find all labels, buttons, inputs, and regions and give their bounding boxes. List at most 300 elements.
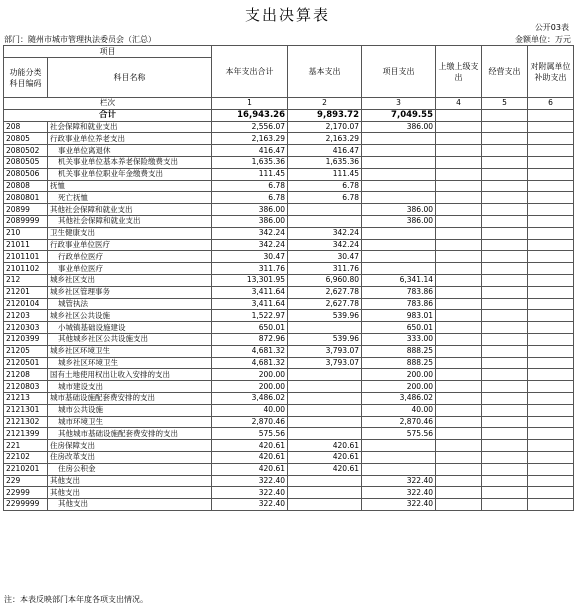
row-name: 城市环境卫生 [48,416,212,428]
row-total: 1,635.36 [212,156,288,168]
row-name: 卫生健康支出 [48,227,212,239]
empty-cell [528,416,574,428]
row-total: 3,411.64 [212,298,288,310]
empty-cell [436,133,482,145]
row-project [362,263,436,275]
empty-cell [482,192,528,204]
empty-cell [528,428,574,440]
row-name: 机关事业单位基本养老保险缴费支出 [48,156,212,168]
table-row [4,204,574,216]
table-row [4,333,574,345]
table-row [4,298,574,310]
table-row [4,381,574,393]
empty-cell [482,345,528,357]
empty-cell [482,440,528,452]
row-total: 650.01 [212,322,288,334]
row-name: 机关事业单位职业年金缴费支出 [48,168,212,180]
row-total: 6.78 [212,192,288,204]
table-row [4,369,574,381]
empty-cell [482,499,528,511]
empty-cell [482,392,528,404]
row-total: 6.78 [212,180,288,192]
row-code: 210 [4,227,48,239]
row-total: 872.96 [212,333,288,345]
total-label: 合计 [4,109,212,121]
row-code: 2210201 [4,463,48,475]
empty-cell [482,133,528,145]
table-row [4,227,574,239]
empty-cell [528,463,574,475]
empty-cell [482,333,528,345]
row-code: 2120399 [4,333,48,345]
row-code: 20808 [4,180,48,192]
row-code: 221 [4,440,48,452]
row-total: 2,163.29 [212,133,288,145]
empty-cell [482,322,528,334]
empty-cell [436,204,482,216]
row-code: 2101101 [4,251,48,263]
table-row [4,239,574,251]
table-row [4,416,574,428]
empty-cell [482,416,528,428]
row-total: 311.76 [212,263,288,275]
empty-cell [436,499,482,511]
row-project [362,145,436,157]
row-basic [288,428,362,440]
row-basic [288,475,362,487]
row-total: 2,556.07 [212,121,288,133]
row-project: 322.40 [362,475,436,487]
row-name: 其他社会保障和就业支出 [48,204,212,216]
row-basic [288,369,362,381]
empty-cell [436,145,482,157]
row-project: 322.40 [362,499,436,511]
row-project: 40.00 [362,404,436,416]
row-total: 322.40 [212,475,288,487]
header-name: 科目名称 [48,58,212,98]
empty-cell [436,428,482,440]
row-name: 社会保障和就业支出 [48,121,212,133]
row-total: 1,522.97 [212,310,288,322]
row-project [362,192,436,204]
empty-cell [482,180,528,192]
header-business: 经营支出 [482,46,528,98]
table-row [4,286,574,298]
row-total: 40.00 [212,404,288,416]
table-row [4,180,574,192]
empty-cell [482,286,528,298]
row-project: 3,486.02 [362,392,436,404]
row-code: 229 [4,475,48,487]
row-name: 其他城乡社区公共设施支出 [48,333,212,345]
empty-cell [436,369,482,381]
empty-cell [436,180,482,192]
row-total: 4,681.32 [212,357,288,369]
header-basic: 基本支出 [288,46,362,98]
empty-cell [528,333,574,345]
row-project [362,239,436,251]
empty-cell [482,215,528,227]
row-project: 386.00 [362,204,436,216]
empty-cell [528,156,574,168]
empty-cell [528,381,574,393]
row-basic [288,215,362,227]
empty-cell [528,263,574,275]
empty-cell [436,357,482,369]
row-total: 322.40 [212,487,288,499]
row-name: 事业单位医疗 [48,263,212,275]
row-name: 住房改革支出 [48,451,212,463]
row-total: 386.00 [212,215,288,227]
row-code: 2080502 [4,145,48,157]
table-row [4,463,574,475]
row-basic [288,381,362,393]
empty-cell [482,145,528,157]
seq-cell: 6 [528,98,574,110]
row-code: 21208 [4,369,48,381]
row-project: 333.00 [362,333,436,345]
row-total: 200.00 [212,381,288,393]
table-row [4,487,574,499]
row-basic: 539.96 [288,333,362,345]
empty-cell [528,310,574,322]
row-code: 2121399 [4,428,48,440]
empty-cell [436,451,482,463]
row-name: 小城镇基础设施建设 [48,322,212,334]
row-project: 386.00 [362,215,436,227]
empty-cell [436,475,482,487]
row-project: 783.86 [362,298,436,310]
empty-cell [436,192,482,204]
seq-cell: 4 [436,98,482,110]
row-name: 行政事业单位医疗 [48,239,212,251]
empty-cell [482,251,528,263]
table-row [4,192,574,204]
row-code: 21203 [4,310,48,322]
header-total: 本年支出合计 [212,46,288,98]
row-project: 983.01 [362,310,436,322]
row-name: 城乡社区支出 [48,274,212,286]
row-total: 200.00 [212,369,288,381]
row-basic: 3,793.07 [288,345,362,357]
row-total: 30.47 [212,251,288,263]
empty-cell [436,381,482,393]
row-total: 420.61 [212,440,288,452]
row-name: 住房保障支出 [48,440,212,452]
empty-cell [528,251,574,263]
row-code: 208 [4,121,48,133]
row-code: 21213 [4,392,48,404]
row-code: 2080801 [4,192,48,204]
row-code: 20805 [4,133,48,145]
row-project [362,133,436,145]
row-total: 13,301.95 [212,274,288,286]
empty-cell [528,451,574,463]
total-basic: 9,893.72 [288,109,362,121]
row-total: 342.24 [212,227,288,239]
row-basic: 2,163.29 [288,133,362,145]
row-name: 城市建设支出 [48,381,212,393]
row-basic: 342.24 [288,227,362,239]
empty-cell [482,109,528,121]
row-code: 2101102 [4,263,48,275]
table-row [4,440,574,452]
empty-cell [436,440,482,452]
table-row [4,133,574,145]
empty-cell [528,204,574,216]
empty-cell [528,239,574,251]
row-basic: 342.24 [288,239,362,251]
row-basic: 1,635.36 [288,156,362,168]
row-basic [288,416,362,428]
empty-cell [436,286,482,298]
row-total: 322.40 [212,499,288,511]
row-name: 事业单位离退休 [48,145,212,157]
row-basic [288,204,362,216]
row-project: 386.00 [362,121,436,133]
empty-cell [436,227,482,239]
empty-cell [482,404,528,416]
row-name: 城市公共设施 [48,404,212,416]
empty-cell [436,251,482,263]
empty-cell [482,263,528,275]
table-row [4,404,574,416]
empty-cell [482,428,528,440]
empty-cell [528,487,574,499]
empty-cell [528,369,574,381]
empty-cell [528,322,574,334]
empty-cell [528,286,574,298]
row-project [362,180,436,192]
row-name: 城乡社区公共设施 [48,310,212,322]
row-code: 2120303 [4,322,48,334]
row-code: 2080505 [4,156,48,168]
total-project: 7,049.55 [362,109,436,121]
footnote: 注：本表反映部门本年度各项支出情况。 [4,595,148,604]
row-basic: 3,793.07 [288,357,362,369]
row-basic [288,404,362,416]
row-project: 200.00 [362,369,436,381]
empty-cell [482,310,528,322]
empty-cell [436,298,482,310]
table-row [4,475,574,487]
empty-cell [436,333,482,345]
row-name: 行政单位医疗 [48,251,212,263]
table-row [4,251,574,263]
table-row [4,168,574,180]
row-basic: 6,960.80 [288,274,362,286]
seq-label: 栏次 [4,98,212,110]
row-code: 2299999 [4,499,48,511]
empty-cell [528,274,574,286]
row-basic: 2,627.78 [288,298,362,310]
header-code: 功能分类科目编码 [4,58,48,98]
row-project: 783.86 [362,286,436,298]
empty-cell [436,416,482,428]
row-total: 2,870.46 [212,416,288,428]
empty-cell [528,133,574,145]
row-project [362,451,436,463]
row-project [362,440,436,452]
table-row [4,145,574,157]
row-basic: 420.61 [288,463,362,475]
empty-cell [528,392,574,404]
empty-cell [436,310,482,322]
empty-cell [482,451,528,463]
empty-cell [436,109,482,121]
row-name: 城乡社区环境卫生 [48,345,212,357]
empty-cell [436,345,482,357]
seq-cell: 1 [212,98,288,110]
row-code: 212 [4,274,48,286]
seq-cell: 2 [288,98,362,110]
row-project: 6,341.14 [362,274,436,286]
row-name: 其他支出 [48,475,212,487]
row-code: 2120803 [4,381,48,393]
empty-cell [528,227,574,239]
empty-cell [528,121,574,133]
row-basic [288,487,362,499]
row-project [362,251,436,263]
row-name: 住房公积金 [48,463,212,475]
row-name: 国有土地使用权出让收入安排的支出 [48,369,212,381]
header-subsidy: 对附属单位补助支出 [528,46,574,98]
row-project: 888.25 [362,357,436,369]
row-total: 420.61 [212,463,288,475]
row-name: 其他支出 [48,499,212,511]
row-name: 城市基础设施配套费安排的支出 [48,392,212,404]
empty-cell [482,156,528,168]
total-amount: 16,943.26 [212,109,288,121]
table-row [4,156,574,168]
empty-cell [482,298,528,310]
empty-cell [436,239,482,251]
empty-cell [436,392,482,404]
row-basic: 111.45 [288,168,362,180]
row-basic: 311.76 [288,263,362,275]
row-total: 111.45 [212,168,288,180]
row-name: 城乡社区管理事务 [48,286,212,298]
header-project-exp: 项目支出 [362,46,436,98]
empty-cell [528,145,574,157]
empty-cell [436,463,482,475]
row-code: 2080506 [4,168,48,180]
row-basic: 6.78 [288,192,362,204]
empty-cell [528,192,574,204]
row-name: 死亡抚恤 [48,192,212,204]
row-total: 416.47 [212,145,288,157]
row-basic: 420.61 [288,440,362,452]
row-code: 2120104 [4,298,48,310]
row-total: 420.61 [212,451,288,463]
row-project [362,168,436,180]
empty-cell [436,121,482,133]
empty-cell [528,404,574,416]
row-name: 城管执法 [48,298,212,310]
row-project: 200.00 [362,381,436,393]
table-row [4,428,574,440]
table-row [4,345,574,357]
empty-cell [436,274,482,286]
form-number: 公开03表 [534,23,569,32]
seq-cell: 5 [482,98,528,110]
table-row [4,322,574,334]
row-basic: 2,627.78 [288,286,362,298]
empty-cell [482,168,528,180]
row-project: 888.25 [362,345,436,357]
row-project [362,227,436,239]
empty-cell [436,404,482,416]
header-project: 项目 [4,46,212,58]
row-project [362,463,436,475]
expenditure-table [3,45,574,511]
seq-cell: 3 [362,98,436,110]
table-row [4,310,574,322]
empty-cell [436,263,482,275]
empty-cell [482,121,528,133]
row-code: 22102 [4,451,48,463]
empty-cell [436,168,482,180]
empty-cell [436,215,482,227]
empty-cell [528,298,574,310]
empty-cell [482,357,528,369]
row-name: 抚恤 [48,180,212,192]
row-basic: 420.61 [288,451,362,463]
empty-cell [436,487,482,499]
row-name: 其他城市基础设施配套费安排的支出 [48,428,212,440]
row-project: 322.40 [362,487,436,499]
table-row [4,215,574,227]
empty-cell [528,357,574,369]
empty-cell [528,345,574,357]
row-project: 575.56 [362,428,436,440]
row-total: 575.56 [212,428,288,440]
row-total: 4,681.32 [212,345,288,357]
page-title: 支出决算表 [244,6,330,24]
empty-cell [528,215,574,227]
row-project: 650.01 [362,322,436,334]
table-row [4,499,574,511]
table-row [4,274,574,286]
row-total: 3,486.02 [212,392,288,404]
row-name: 其他社会保障和就业支出 [48,215,212,227]
empty-cell [528,109,574,121]
row-code: 21205 [4,345,48,357]
empty-cell [528,168,574,180]
empty-cell [436,322,482,334]
empty-cell [482,204,528,216]
row-name: 城乡社区环境卫生 [48,357,212,369]
row-code: 20899 [4,204,48,216]
table-row [4,392,574,404]
row-code: 21201 [4,286,48,298]
empty-cell [528,440,574,452]
row-code: 22999 [4,487,48,499]
row-code: 21011 [4,239,48,251]
empty-cell [528,180,574,192]
empty-cell [482,369,528,381]
row-basic [288,499,362,511]
row-total: 386.00 [212,204,288,216]
empty-cell [482,475,528,487]
empty-cell [482,487,528,499]
row-project: 2,870.46 [362,416,436,428]
row-basic: 6.78 [288,180,362,192]
empty-cell [482,274,528,286]
row-code: 2121302 [4,416,48,428]
row-name: 行政事业单位养老支出 [48,133,212,145]
table-row [4,357,574,369]
